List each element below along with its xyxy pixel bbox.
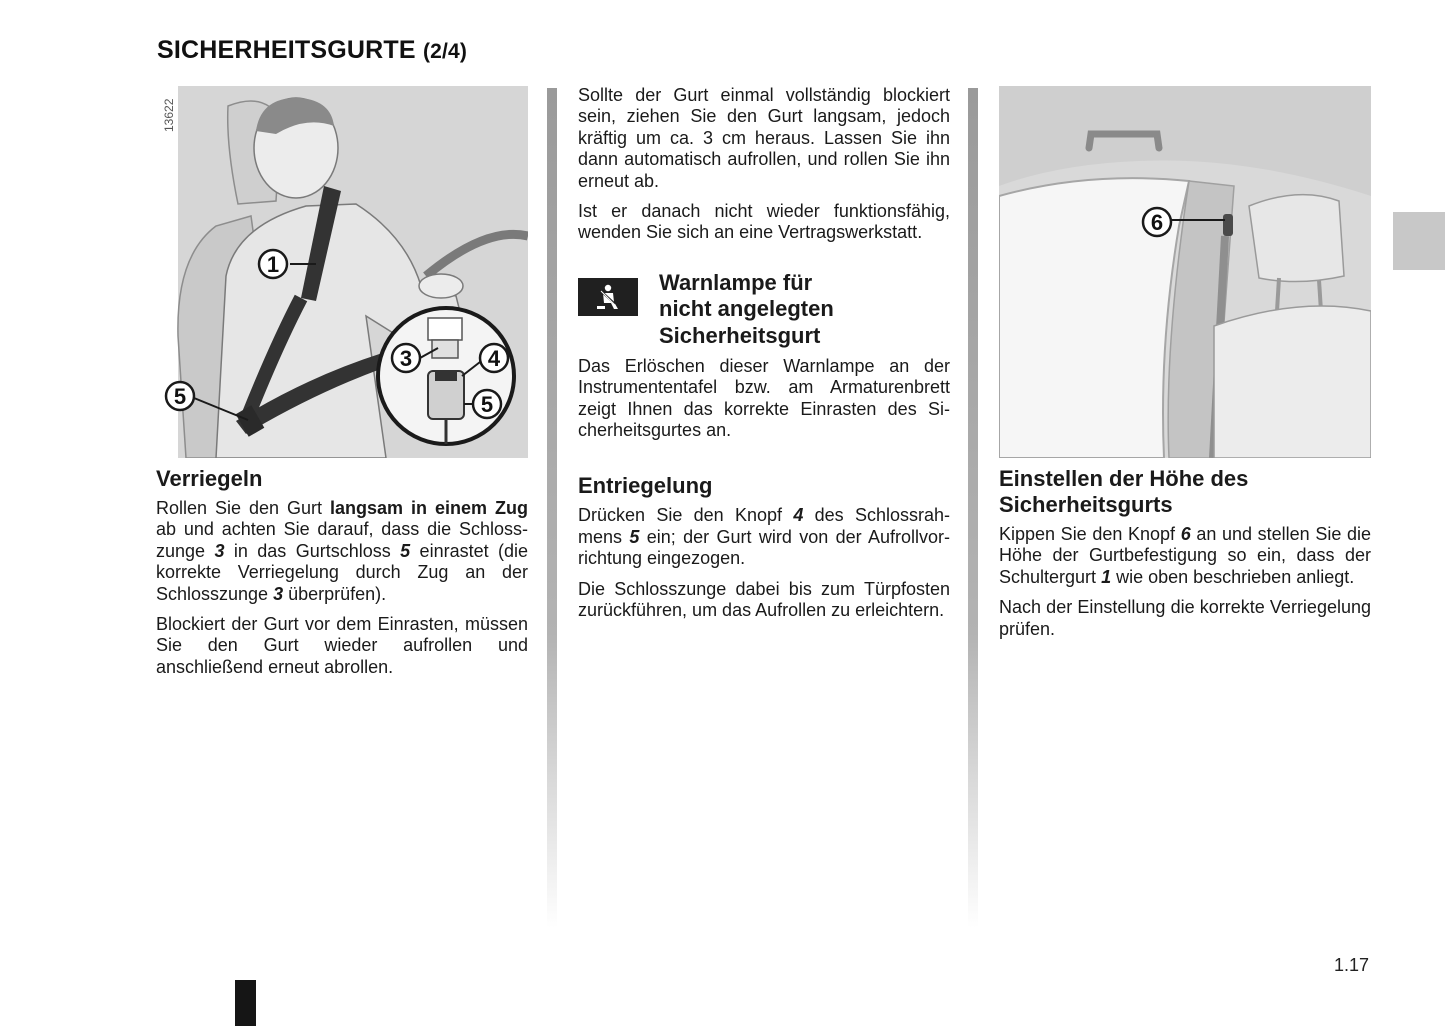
figure-code: 13622	[162, 98, 176, 132]
text-span: einrastet (die korrekte Verriegelung durch Zug an der Schlosszunge	[156, 540, 529, 604]
paragraph-werkstatt: Ist er danach nicht wieder funktionsfähig, wenden Sie sich an eine Vertragswerkstatt.	[578, 201, 950, 243]
warning-title-line: Sicherheitsgurt	[659, 322, 821, 348]
callout-4: 4	[487, 346, 501, 371]
heading-verriegeln: Verriegeln	[156, 466, 263, 491]
text-span: Drücken Sie den Knopf	[578, 505, 794, 526]
warning-lamp-title	[659, 270, 834, 350]
heading-entriegelung: Entriegelung	[578, 473, 713, 499]
seatbelt-warning-icon	[578, 278, 638, 316]
paragraph-entriegelung-1	[578, 505, 950, 569]
paragraph-verriegeln-2: Blockiert der Gurt vor dem Einrasten, müssen Sie den Gurt wieder aufrollen und anschließend erneut abrollen.	[156, 614, 528, 677]
page-title-suffix: (2/4)	[422, 40, 468, 63]
heading-line: Sicherheitsgurts	[999, 492, 1173, 517]
column-divider-left	[547, 88, 557, 928]
text-span: ein; der Gurt wird von der Aufrollvorrichtung eingezogen.	[578, 526, 950, 569]
column-left	[156, 86, 528, 687]
ref-5: 5	[629, 526, 640, 547]
page-number: 1.17	[1334, 955, 1370, 975]
callout-5-detail: 5	[480, 392, 494, 417]
page-title	[157, 36, 467, 65]
heading-line: Einstellen der Höhe des	[999, 466, 1249, 491]
paragraph-hoehe-1	[999, 524, 1371, 588]
ref-5: 5	[400, 540, 411, 561]
warning-lamp-block	[578, 270, 950, 356]
warning-title-line: Warnlampe für	[659, 269, 813, 295]
bold-span: langsam in einem Zug	[330, 498, 528, 518]
page-title-main: SICHERHEITSGURTE	[157, 36, 416, 64]
chapter-side-tab	[1393, 212, 1445, 270]
callout-5-buckle: 5	[173, 384, 187, 409]
paragraph-warnlampe: Das Erlöschen dieser Warnlampe an der Instrumententafel bzw. am Armaturenbrett zeigt Ihnen das korrekte Einrasten des Sicherheitsgurtes an.	[578, 355, 950, 441]
paragraph-blockiert: Sollte der Gurt einmal vollständig blockiert sein, ziehen Sie den Gurt langsam, jedoch kräftig um ca. 3 cm heraus. Lassen Sie ihn dann automatisch aufrollen, und rollen Sie ihn erneut ab.	[578, 85, 950, 191]
callout-6: 6	[1150, 210, 1164, 235]
paragraph-hoehe-2: Nach der Einstellung die korrekte Verriegelung prüfen.	[999, 597, 1371, 639]
warning-title-line: nicht angelegten	[659, 296, 834, 322]
text-span: des Schlossrahmens	[578, 505, 950, 547]
paragraph-entriegelung-2: Die Schlosszunge dabei bis zum Türpfosten zurückführen, um das Aufrollen zu erleichtern.	[578, 578, 950, 621]
text-span: an und stellen Sie die Höhe der Gurtbefestigung so ein, dass der Schultergurt	[999, 524, 1371, 587]
callout-1: 1	[266, 252, 280, 277]
seatbelt-driver-illustration	[156, 86, 528, 458]
paragraph-verriegeln-1	[156, 498, 528, 605]
text-span: überprüfen).	[283, 583, 387, 604]
column-right	[999, 86, 1371, 649]
ref-4: 4	[793, 505, 804, 526]
ref-1: 1	[1101, 566, 1112, 587]
heading-hoehe-einstellen	[999, 466, 1371, 518]
ref-6: 6	[1180, 524, 1191, 544]
text-span: Kippen Sie den Knopf	[999, 524, 1181, 544]
text-span: in das Gurtschloss	[224, 540, 401, 561]
text-span: ab und achten Sie darauf, dass die Schlosszunge	[156, 519, 528, 561]
bottom-marker-bar	[235, 980, 256, 1026]
text-span: Rollen Sie den Gurt	[156, 498, 331, 518]
ref-3: 3	[273, 583, 284, 604]
belt-height-illustration	[999, 86, 1371, 458]
column-divider-right	[968, 88, 978, 928]
callout-3: 3	[399, 346, 413, 371]
text-span: wie oben beschrieben anliegt.	[1111, 566, 1355, 587]
column-middle	[578, 86, 950, 631]
ref-3: 3	[214, 540, 225, 561]
